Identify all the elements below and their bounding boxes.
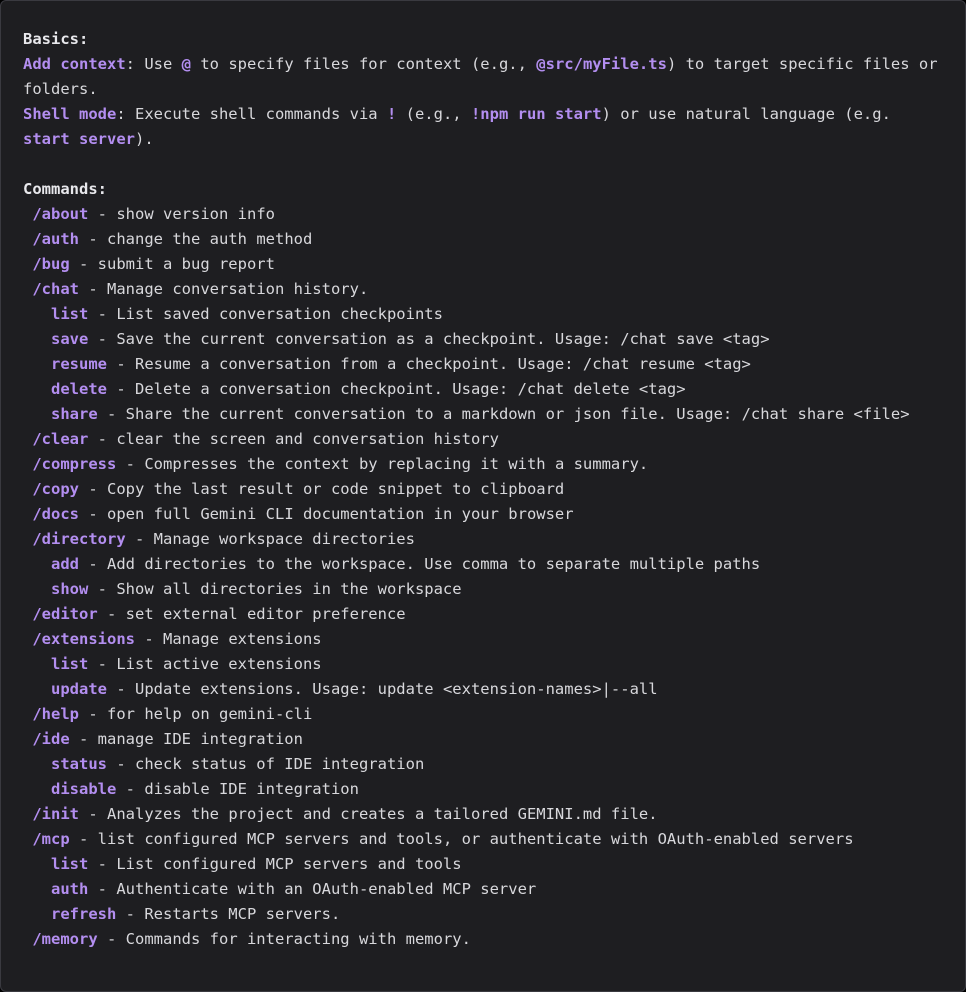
indent-space [23, 505, 32, 523]
command-description: - change the auth method [79, 230, 313, 248]
spacer [23, 152, 943, 177]
basics-item-text: ). [134, 130, 154, 148]
indent-space [23, 705, 32, 723]
command-subitem[interactable] [23, 902, 943, 927]
basics-item-text: to specify files for context (e.g., [191, 55, 537, 73]
command-item[interactable] [23, 827, 943, 852]
command-name: /help [32, 705, 80, 723]
command-item[interactable] [23, 252, 943, 277]
command-name: /bug [32, 255, 70, 273]
command-description: - list configured MCP servers and tools, or authenticate with OAuth-enabled servers [69, 830, 854, 848]
subcommand-name: list [51, 305, 89, 323]
command-subitem[interactable] [23, 677, 943, 702]
command-description: - Share the current conversation to a markdown or json file. Usage: /chat share <file> [97, 405, 910, 423]
command-item[interactable] [23, 627, 943, 652]
indent-space [23, 405, 51, 423]
basics-item-text: (e.g., [396, 105, 471, 123]
indent-space [23, 880, 51, 898]
subcommand-name: share [51, 405, 98, 423]
command-subitem[interactable] [23, 377, 943, 402]
command-item[interactable] [23, 227, 943, 252]
command-subitem[interactable] [23, 302, 943, 327]
command-description: - Delete a conversation checkpoint. Usage: /chat delete <tag> [107, 380, 686, 398]
subcommand-name: list [51, 855, 89, 873]
command-name: /copy [32, 480, 80, 498]
command-description: - Analyzes the project and creates a tailored GEMINI.md file. [79, 805, 658, 823]
command-description: - clear the screen and conversation history [88, 430, 499, 448]
basics-item-token: @ [181, 55, 191, 73]
command-item[interactable] [23, 477, 943, 502]
command-description: - Resume a conversation from a checkpoint. Usage: /chat resume <tag> [107, 355, 751, 373]
command-item[interactable] [23, 527, 943, 552]
command-subitem[interactable] [23, 877, 943, 902]
command-description: - Authenticate with an OAuth-enabled MCP server [88, 880, 537, 898]
command-name: /extensions [32, 630, 135, 648]
indent-space [23, 580, 51, 598]
command-description: - set external editor preference [97, 605, 406, 623]
indent-space [23, 330, 51, 348]
command-item[interactable] [23, 427, 943, 452]
command-subitem[interactable] [23, 752, 943, 777]
subcommand-name: resume [51, 355, 107, 373]
indent-space [23, 430, 32, 448]
command-description: - Restarts MCP servers. [116, 905, 341, 923]
command-description: - open full Gemini CLI documentation in your browser [79, 505, 574, 523]
basics-item-text: : Execute shell commands via [116, 105, 387, 123]
indent-space [23, 605, 32, 623]
command-name: /memory [32, 930, 98, 948]
command-name: /mcp [32, 830, 70, 848]
indent-space [23, 230, 32, 248]
basics-item-key: Shell mode [23, 105, 117, 123]
commands-list [23, 202, 943, 952]
command-subitem[interactable] [23, 652, 943, 677]
command-name: /about [32, 205, 89, 223]
indent-space [23, 630, 32, 648]
command-description: - Manage extensions [135, 630, 322, 648]
indent-space [23, 830, 32, 848]
indent-space [23, 655, 51, 673]
basics-item-key: Add context [23, 55, 126, 73]
command-subitem[interactable] [23, 352, 943, 377]
indent-space [23, 480, 32, 498]
command-description: - check status of IDE integration [107, 755, 425, 773]
indent-space [23, 780, 51, 798]
basics-item [23, 52, 947, 102]
command-item[interactable] [23, 277, 943, 302]
basics-list [23, 52, 947, 152]
indent-space [23, 455, 32, 473]
indent-space [23, 255, 32, 273]
subcommand-name: auth [51, 880, 89, 898]
command-description: - submit a bug report [69, 255, 275, 273]
command-description: - List active extensions [88, 655, 322, 673]
command-description: - List configured MCP servers and tools [88, 855, 462, 873]
command-item[interactable] [23, 502, 943, 527]
basics-item-token: start server [23, 130, 135, 148]
indent-space [23, 280, 32, 298]
command-subitem[interactable] [23, 327, 943, 352]
basics-item-text: ) to target specific files or folders. [23, 55, 947, 98]
command-description: - List saved conversation checkpoints [88, 305, 443, 323]
command-name: /ide [32, 730, 70, 748]
command-name: /editor [32, 605, 98, 623]
command-description: - Manage conversation history. [79, 280, 369, 298]
command-description: - Compresses the context by replacing it with a summary. [116, 455, 649, 473]
command-description: - manage IDE integration [69, 730, 303, 748]
command-name: /init [32, 805, 80, 823]
command-description: - Save the current conversation as a checkpoint. Usage: /chat save <tag> [88, 330, 770, 348]
command-item[interactable] [23, 927, 943, 952]
basics-item-text: ) or use natural language (e.g. [601, 105, 901, 123]
command-subitem[interactable] [23, 777, 943, 802]
command-description: - Commands for interacting with memory. [97, 930, 471, 948]
indent-space [23, 205, 32, 223]
indent-space [23, 305, 51, 323]
subcommand-name: update [51, 680, 107, 698]
subcommand-name: refresh [51, 905, 117, 923]
indent-space [23, 355, 51, 373]
command-subitem[interactable] [23, 852, 943, 877]
command-name: /directory [32, 530, 126, 548]
basics-item-text: : Use [125, 55, 182, 73]
subcommand-name: status [51, 755, 107, 773]
command-description: - Add directories to the workspace. Use comma to separate multiple paths [79, 555, 761, 573]
command-item[interactable] [23, 202, 943, 227]
command-description: - disable IDE integration [116, 780, 359, 798]
command-item[interactable] [23, 452, 943, 477]
subcommand-name: disable [51, 780, 117, 798]
subcommand-name: add [51, 555, 79, 573]
basics-item [23, 102, 943, 152]
indent-space [23, 755, 51, 773]
command-item[interactable] [23, 802, 943, 827]
command-subitem[interactable] [23, 402, 943, 427]
basics-item-token: @src/myFile.ts [536, 55, 667, 73]
command-description: - Show all directories in the workspace [88, 580, 462, 598]
command-description: - Manage workspace directories [125, 530, 415, 548]
command-name: /clear [32, 430, 89, 448]
indent-space [23, 855, 51, 873]
indent-space [23, 555, 51, 573]
command-name: /compress [32, 455, 117, 473]
subcommand-name: delete [51, 380, 107, 398]
indent-space [23, 930, 32, 948]
basics-item-token: ! [386, 105, 397, 123]
command-description: - Copy the last result or code snippet to clipboard [79, 480, 565, 498]
indent-space [23, 680, 51, 698]
command-description: - for help on gemini-cli [79, 705, 313, 723]
indent-space [23, 905, 51, 923]
command-subitem[interactable] [23, 552, 943, 577]
command-description: - show version info [88, 205, 275, 223]
command-description: - Update extensions. Usage: update <extension-names>|--all [107, 680, 658, 698]
basics-item-token: !npm run start [470, 105, 602, 123]
subcommand-name: save [51, 330, 89, 348]
subcommand-name: list [51, 655, 89, 673]
subcommand-name: show [51, 580, 89, 598]
commands-heading: Commands: [23, 180, 107, 198]
command-item[interactable] [23, 702, 943, 727]
command-item[interactable] [23, 727, 943, 752]
command-name: /docs [32, 505, 80, 523]
basics-heading: Basics: [23, 30, 89, 48]
indent-space [23, 805, 32, 823]
command-subitem[interactable] [23, 577, 943, 602]
indent-space [23, 730, 32, 748]
indent-space [23, 530, 32, 548]
command-name: /auth [32, 230, 80, 248]
command-name: /chat [32, 280, 80, 298]
command-item[interactable] [23, 602, 943, 627]
indent-space [23, 380, 51, 398]
